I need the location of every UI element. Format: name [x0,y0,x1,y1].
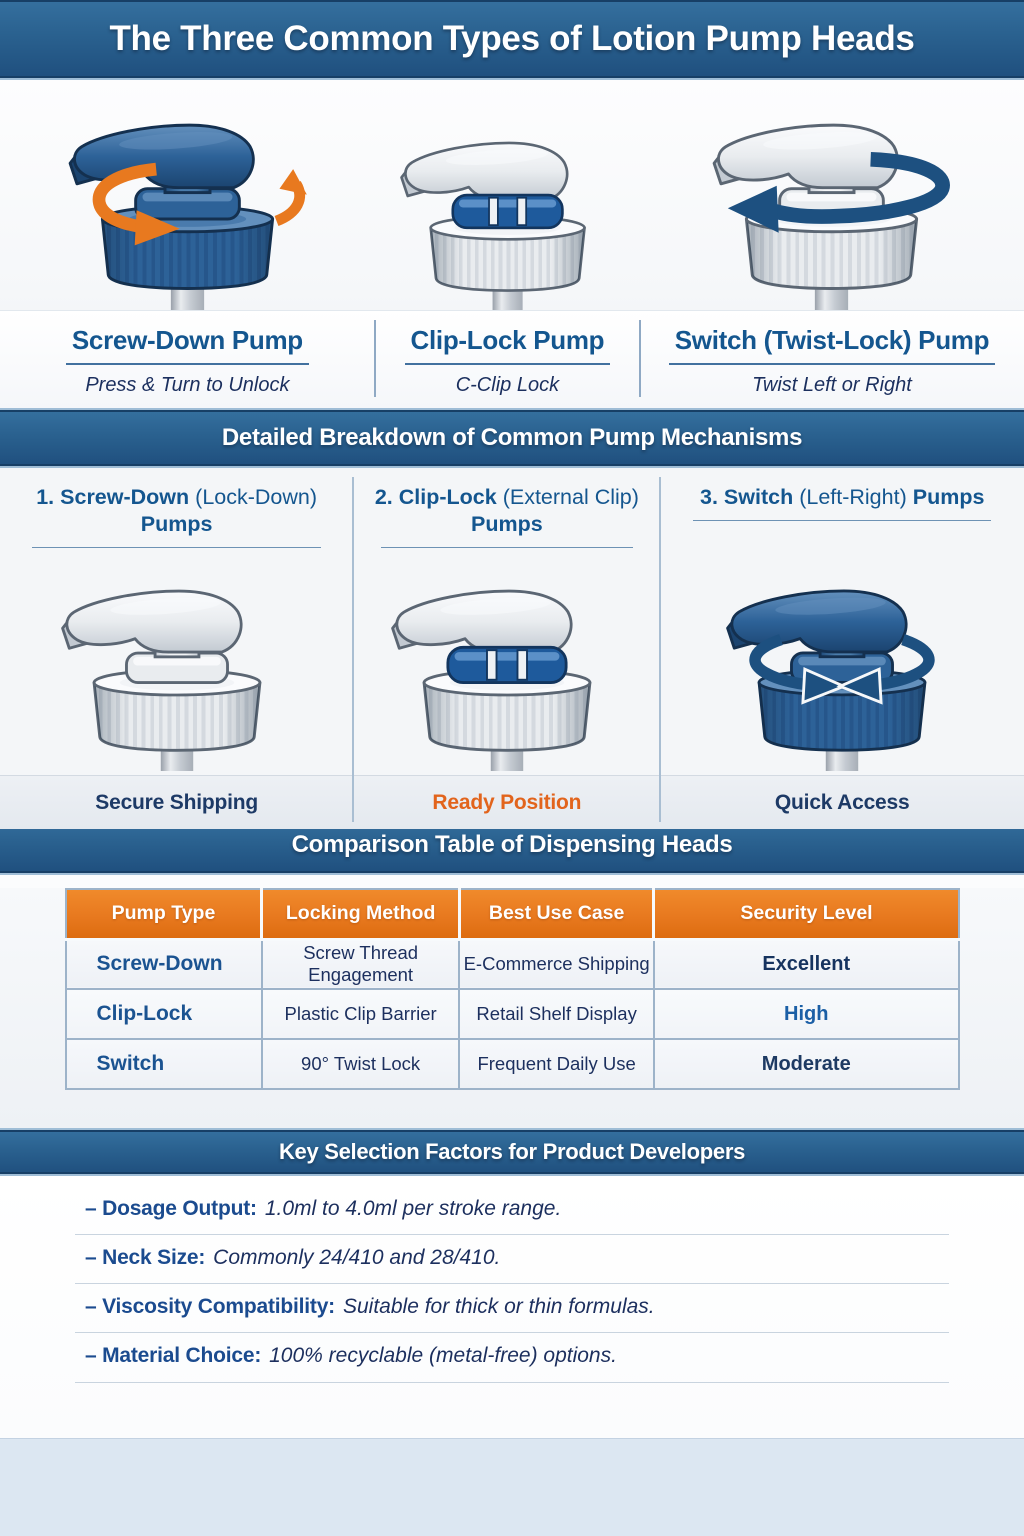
cell-locking-method: Screw Thread Engagement [262,939,459,989]
comparison-table-section [0,888,1024,1128]
breakdown-section [0,468,1024,815]
screw-down-label-cell [0,311,375,408]
col-header-security-level: Security Level [654,889,959,939]
caption-quick-access: Quick Access [660,775,1024,829]
factor-dosage-output [75,1186,949,1235]
col-header-locking-method: Locking Method [262,889,459,939]
factors-section [0,1176,1024,1438]
cell-pump-type: Screw-Down [66,939,262,989]
factor-label: – Dosage Output: [85,1197,257,1220]
comparison-table [65,888,960,1090]
cell-security-level: High [654,989,959,1039]
cell-best-use-case: Retail Shelf Display [459,989,654,1039]
quick-access-illustration [699,521,985,775]
breakdown-heading: 3. Switch (Left-Right) Pumps [700,485,985,509]
caption-secure-shipping: Secure Shipping [0,775,353,829]
table-row [66,1039,959,1089]
factor-list [75,1186,949,1383]
cell-security-level: Moderate [654,1039,959,1089]
col-header-pump-type: Pump Type [66,889,262,939]
secure-shipping-illustration [34,548,320,775]
clip-lock-label-cell [375,311,640,408]
factor-value: Suitable for thick or thin formulas. [342,1295,655,1319]
pump-subtitle: Twist Left or Right [752,373,912,396]
cell-locking-method: 90° Twist Lock [262,1039,459,1089]
top-pumps-section [0,80,1024,408]
breakdown-heading: 2. Clip-Lock (External Clip) Pumps [374,485,639,536]
cell-best-use-case: Frequent Daily Use [459,1039,654,1089]
pump-illustration-row [0,80,1024,310]
footer-strip [0,1438,1024,1536]
cell-best-use-case: E-Commerce Shipping [459,939,654,989]
breakdown-title: Detailed Breakdown of Common Pump Mechanisms [221,424,803,451]
cell-pump-type: Switch [66,1039,262,1089]
pump-label-band [0,310,1024,408]
title-band [0,0,1024,80]
caption-ready-position: Ready Position [353,775,660,829]
screw-down-pump-illustration [30,85,345,310]
cell-pump-type: Clip-Lock [66,989,262,1039]
factor-label: – Neck Size: [85,1246,206,1270]
table-header-row [66,889,959,939]
pump-name: Switch (Twist-Lock) Pump [669,325,995,365]
breakdown-col-screw-down [0,468,353,829]
table-row [66,939,959,989]
pump-subtitle: Press & Turn to Unlock [85,373,290,396]
factor-neck-size [75,1235,949,1284]
col-header-best-use-case: Best Use Case [459,889,654,939]
cell-locking-method: Plastic Clip Barrier [262,989,459,1039]
breakdown-band [0,408,1024,468]
factor-label: – Material Choice: [85,1344,262,1368]
cell-security-level: Excellent [654,939,959,989]
factor-label: – Viscosity Compatibility: [85,1295,335,1319]
pump-name: Screw-Down Pump [66,325,309,365]
switch-pump-illustration [674,85,989,310]
page-title: The Three Common Types of Lotion Pump Heads [109,19,915,58]
breakdown-col-clip-lock [353,468,660,829]
switch-label-cell [640,311,1024,408]
breakdown-heading: 1. Screw-Down (Lock-Down) Pumps [36,485,318,536]
clip-lock-pump-illustration [375,85,640,310]
comparison-title: Comparison Table of Dispensing Heads [291,831,733,858]
breakdown-col-switch [660,468,1024,829]
factors-band [0,1128,1024,1176]
factor-value: Commonly 24/410 and 28/410. [213,1246,501,1270]
factor-material [75,1333,949,1382]
pump-subtitle: C-Clip Lock [455,373,560,396]
pump-name: Clip-Lock Pump [405,325,611,365]
factor-value: 1.0ml to 4.0ml per stroke range. [264,1197,562,1220]
ready-position-illustration [364,548,650,775]
factors-title: Key Selection Factors for Product Developers [278,1139,746,1164]
factor-value: 100% recyclable (metal-free) options. [269,1344,617,1368]
factor-viscosity [75,1284,949,1333]
table-row [66,989,959,1039]
